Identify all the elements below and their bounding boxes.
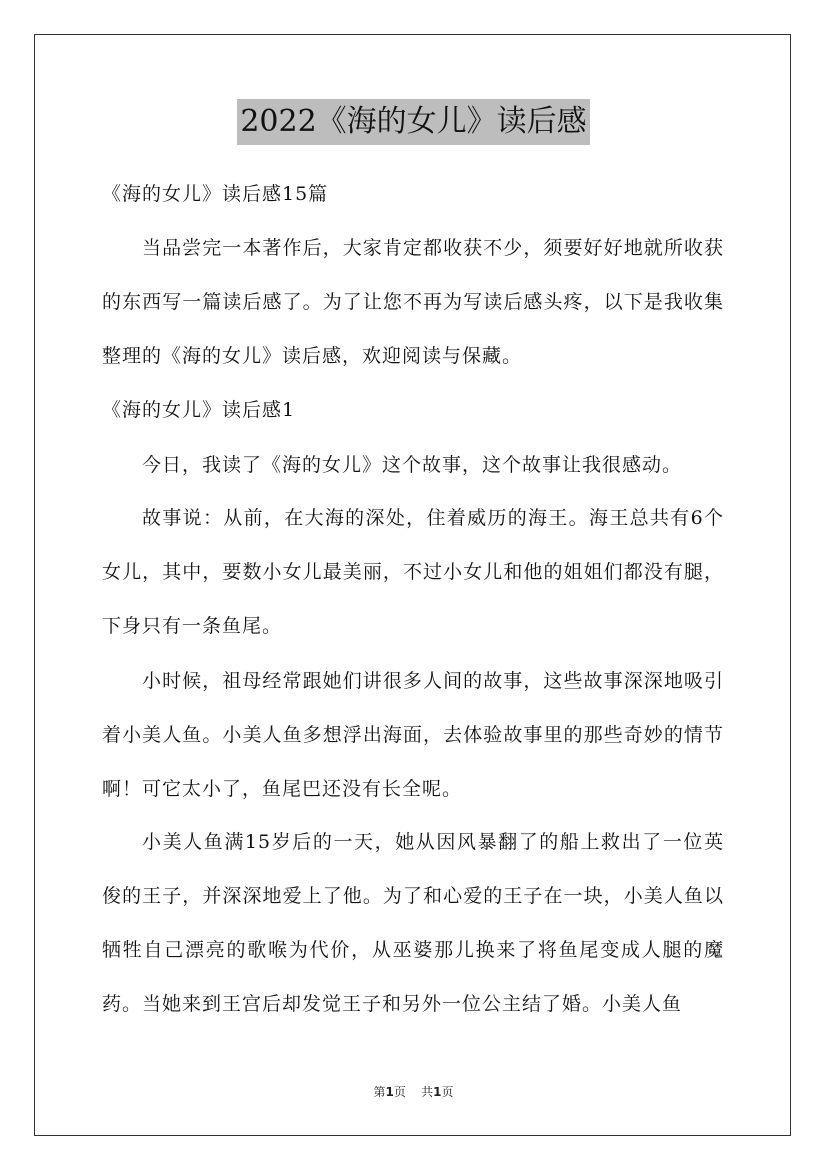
page-number: 1 — [385, 1085, 394, 1099]
body-paragraph: 小时候，祖母经常跟她们讲很多人间的故事，这些故事深深地吸引着小美人鱼。小美人鱼多想浮出海面，去体验故事里的那些奇妙的情节啊！可它太小了，鱼尾巴还没有长全呢。 — [102, 670, 724, 800]
body-paragraph: 今日，我读了《海的女儿》这个故事，这个故事让我很感动。 — [142, 454, 683, 476]
body-paragraph: 故事说：从前，在大海的深处，住着威历的海王。海王总共有6个女儿，其中，要数小女儿最美丽，不过小女儿和他的姐姐们都没有腿，下身只有一条鱼尾。 — [102, 507, 724, 637]
page-suffix: 页 — [393, 1085, 406, 1099]
body-paragraph: 小美人鱼满15岁后的一天，她从因风暴翻了的船上救出了一位英俊的王子，并深深地爱上了他。为了和心爱的王子在一块，小美人鱼以牺牲自己漂亮的歌喉为代价，从巫婆那儿换来了将鱼尾变成人腿的魔药。当她来到王宫后却发觉王子和另外一位公主结了婚。小美人鱼 — [102, 831, 724, 1015]
page-prefix: 第 — [373, 1085, 386, 1099]
section-heading: 《海的女儿》读后感1 — [102, 399, 296, 421]
title-container — [0, 99, 827, 145]
total-pages: 1 — [433, 1085, 442, 1099]
page-footer — [0, 1083, 827, 1100]
total-prefix: 共 — [421, 1085, 434, 1099]
subtitle-paragraph: 《海的女儿》读后感15篇 — [102, 183, 329, 205]
intro-paragraph: 当品尝完一本著作后，大家肯定都收获不少，须要好好地就所收获的东西写一篇读后感了。为了让您不再为写读后感头疼，以下是我收集整理的《海的女儿》读后感，欢迎阅读与保藏。 — [102, 237, 724, 367]
document-title: 2022《海的女儿》读后感 — [237, 99, 589, 145]
total-suffix: 页 — [441, 1085, 454, 1099]
